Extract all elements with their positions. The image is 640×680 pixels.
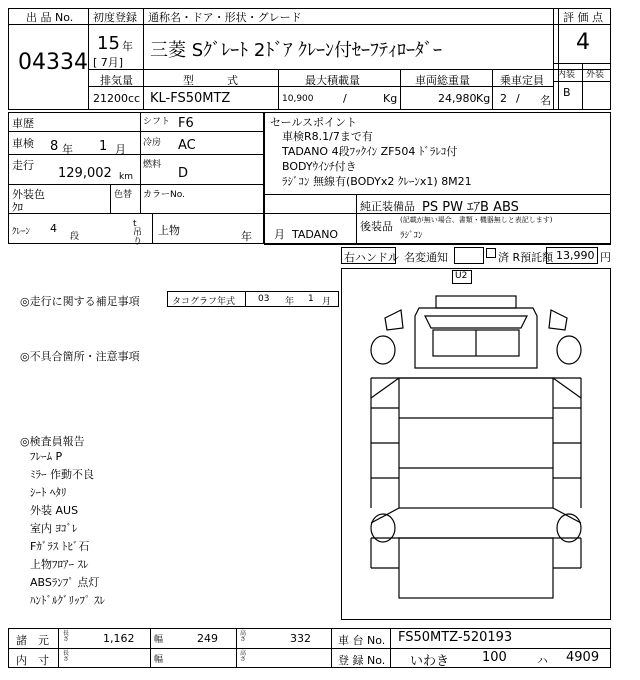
history-label: 車歴 xyxy=(12,117,34,130)
name-change-label: 名変通知 xyxy=(404,251,448,264)
sales-line: TADANO 4段ﾌｯｸｲﾝ ZF504 ﾄﾞﾗﾚｺ付 xyxy=(282,145,458,158)
chassis-label: 車 台 No. xyxy=(338,634,386,647)
ac-value: AC xyxy=(178,138,196,153)
sales-line: ﾗｼﾞｺﾝ 無線有(BODYx2 ｸﾚｰﾝx1) 8M21 xyxy=(282,175,472,188)
tacho-month: 1 xyxy=(308,294,314,304)
sales-title: セールスポイント xyxy=(270,116,358,129)
capacity: 2 xyxy=(500,92,507,105)
inspection-label: 車検 xyxy=(12,137,34,150)
body-maker: TADANO xyxy=(292,228,339,241)
vehicle-name-label: 通称名・ドア・形状・グレード xyxy=(148,11,302,24)
model-code: KL-FS50MTZ xyxy=(150,91,231,106)
oem-items: PS PW ｴｱB ABS xyxy=(422,200,519,215)
dims-label: 諸 元 xyxy=(16,634,49,647)
color-code-label: カラーNo. xyxy=(143,190,185,200)
body-month-unit: 月 xyxy=(274,228,285,241)
ac-label: 冷房 xyxy=(143,138,162,148)
gross-weight: 24,980 xyxy=(438,92,477,105)
plate-number: 4909 xyxy=(566,650,600,665)
score-label: 評 価 点 xyxy=(563,11,603,24)
crane-stages: 4 xyxy=(50,222,57,235)
plate-area: いわき xyxy=(410,654,450,669)
length-label: 長さ xyxy=(63,630,70,643)
crane-label: ｸﾚｰﾝ xyxy=(12,227,31,237)
crane-ton-unit: t 吊り xyxy=(133,219,143,247)
width-label-2: 幅 xyxy=(154,655,164,665)
color-change-label: 色替 xyxy=(114,190,133,200)
sales-line: 車検R8.1/7まで有 xyxy=(282,130,373,143)
tacho-month-unit: 月 xyxy=(322,297,332,307)
reg-label: 初度登録 xyxy=(93,11,137,24)
reg-year: 15 xyxy=(97,33,120,54)
shift-label: シフト xyxy=(143,117,171,127)
mileage-value: 129,002 xyxy=(58,166,112,181)
reg-year-unit: 年 xyxy=(122,40,133,53)
capacity-unit: 名 xyxy=(540,94,551,107)
vehicle-name: 三菱 Sｸﾞﾚｰﾄ 2ﾄﾞｱ ｸﾚｰﾝ付ｾｰﾌﾃｨﾛｰﾀﾞｰ xyxy=(150,40,443,61)
mileage-label: 走行 xyxy=(12,159,34,172)
lot-number: 04334 xyxy=(18,50,88,75)
fuel-label: 燃料 xyxy=(143,160,162,170)
inspection-year: 8 xyxy=(50,139,59,154)
plate-label: 登 録 No. xyxy=(338,654,386,667)
reg-month: [ 7月] xyxy=(93,56,124,69)
tacho-year-unit: 年 xyxy=(285,297,295,307)
height-label-2: 高さ xyxy=(240,650,247,663)
steering-side: 右ハンドル xyxy=(344,251,399,264)
truck-diagram xyxy=(341,268,611,620)
inspector-line: Fｶﾞﾗｽ ﾄﾋﾞ石 xyxy=(30,540,90,553)
mileage-unit: km xyxy=(119,172,133,182)
inspector-line: ﾐﾗｰ 作動不良 xyxy=(30,468,94,481)
inspector-line: ﾌﾚｰﾑ P xyxy=(30,450,63,463)
gross-weight-label: 車両総重量 xyxy=(415,74,470,87)
height-value: 332 xyxy=(290,632,311,645)
fuel-value: D xyxy=(178,166,189,181)
oem-label: 純正装備品 xyxy=(360,200,415,213)
tacho-label: タコグラフ年式 xyxy=(172,297,236,307)
sales-line: BODYｳｲﾝﾁ付き xyxy=(282,160,357,173)
color-label: 外装色 xyxy=(12,188,45,201)
max-load: 10,900 xyxy=(282,94,314,104)
inspector-title: ◎検査員報告 xyxy=(20,435,85,448)
color-value: ｸﾛ xyxy=(12,201,23,214)
body-label: 上物 xyxy=(158,224,180,237)
height-label: 高さ xyxy=(240,630,247,643)
inspector-line: ABSﾗﾝﾌﾟ 点灯 xyxy=(30,576,100,589)
length-value: 1,162 xyxy=(103,632,135,645)
max-load-sep: / xyxy=(343,92,347,105)
inspector-line: ﾊﾝﾄﾞﾙｸﾞﾘｯﾌﾟ ｽﾚ xyxy=(30,594,105,607)
aftermarket-items: ﾗｼﾞｺﾝ xyxy=(400,231,423,241)
diagram-marker: U2 xyxy=(455,271,468,281)
aftermarket-label: 後装品 xyxy=(360,220,393,233)
displacement-unit: cc xyxy=(128,92,141,105)
inspection-year-unit: 年 xyxy=(62,143,73,156)
recycle-label: 済 R預託額 xyxy=(498,251,554,264)
score-value: 4 xyxy=(576,30,590,55)
interior-size-label: 内 寸 xyxy=(16,654,49,667)
shift-value: F6 xyxy=(178,116,194,131)
recycle-amount: 13,990 xyxy=(556,249,595,262)
plate-class: 100 xyxy=(482,650,507,665)
capacity-sep: / xyxy=(516,92,520,105)
width-value: 249 xyxy=(197,632,218,645)
lot-label: 出 品 No. xyxy=(26,11,74,24)
tacho-year: 03 xyxy=(258,294,270,304)
interior-grade-label: 内装 xyxy=(557,70,576,80)
supplement-title: ◎走行に関する補足事項 xyxy=(20,295,140,308)
chassis-number: FS50MTZ-520193 xyxy=(398,630,513,645)
body-year-unit: 年 xyxy=(241,230,252,243)
inspector-line: 外装 AUS xyxy=(30,504,79,517)
yen-unit: 円 xyxy=(600,251,611,264)
inspection-month: 1 xyxy=(99,139,108,154)
displacement: 21200 xyxy=(93,92,128,105)
aftermarket-note: (記載が無い場合、書類・機器無しと表記します) xyxy=(400,216,553,224)
inspector-line: ｼｰﾄ ﾍﾀﾘ xyxy=(30,486,67,499)
exterior-grade-label: 外装 xyxy=(586,70,605,80)
plate-kana: ハ xyxy=(537,654,548,667)
interior-grade: B xyxy=(563,86,571,99)
capacity-label: 乗車定員 xyxy=(500,74,544,87)
gross-weight-unit: Kg xyxy=(476,92,491,105)
inspector-line: 上物ﾌﾛｱｰ ｽﾚ xyxy=(30,558,89,571)
max-load-unit: Kg xyxy=(383,92,398,105)
model-label: 型 式 xyxy=(183,74,238,87)
crane-stage-unit: 段 xyxy=(70,232,80,242)
width-label: 幅 xyxy=(154,635,164,645)
defects-title: ◎不具合箇所・注意事項 xyxy=(20,350,140,363)
length-label-2: 長さ xyxy=(63,650,70,663)
inspector-line: 室内 ﾖｺﾞﾚ xyxy=(30,522,78,535)
max-load-label: 最大積載量 xyxy=(305,74,360,87)
displacement-label: 排気量 xyxy=(100,74,133,87)
inspection-month-unit: 月 xyxy=(115,143,126,156)
